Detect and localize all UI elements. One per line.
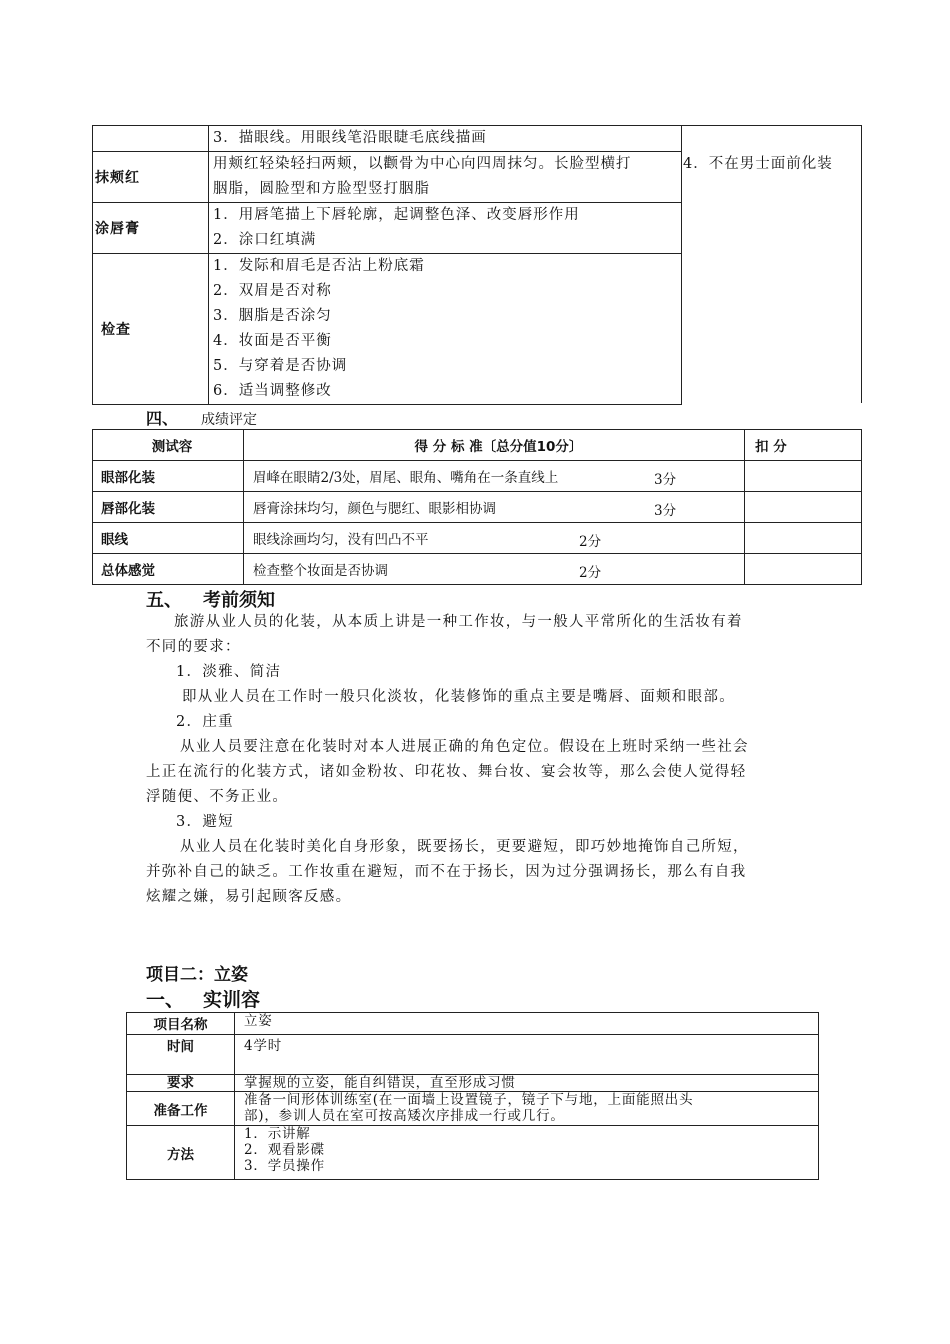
paragraph-line: 并弥补自己的缺乏。工作妆重在避短，而不在于扬长，因为过分强调扬长，那么有自我 <box>146 864 747 880</box>
score-criteria: 检查整个妆面是否协调 <box>253 563 388 579</box>
score-criteria-cell <box>244 461 745 492</box>
step-label: 涂唇膏 <box>93 203 209 254</box>
value-line: 3．学员操作 <box>244 1158 325 1174</box>
step-label: 抹颊红 <box>93 152 209 203</box>
section4-number: 四、 <box>146 409 179 428</box>
value-line: 准备一间形体训练室(在一面墙上设置镜子，镜子下与地，上面能照出头 <box>244 1092 694 1108</box>
paragraph-line: 从业人员在化装时美化自身形象，既要扬长，更要避短，即巧妙地掩饰自己所短， <box>180 839 749 855</box>
step-line: 6．适当调整修改 <box>213 383 332 399</box>
row-label: 项目名称 <box>127 1013 235 1035</box>
score-criteria-cell <box>244 492 745 523</box>
table-row <box>93 554 862 585</box>
step-line: 3．描眼线。用眼线笔沿眼睫毛底线描画 <box>213 130 487 146</box>
value-line: 立姿 <box>244 1013 273 1029</box>
deduction-cell[interactable] <box>745 554 862 585</box>
paragraph-line: 即从业人员在工作时一般只化淡妆，化装修饰的重点主要是嘴唇、面颊和眼部。 <box>182 689 735 705</box>
score-item: 唇部化装 <box>93 492 244 523</box>
side-note-cell <box>681 125 862 403</box>
row-value <box>235 1013 819 1035</box>
step-line: 2．双眉是否对称 <box>213 283 332 299</box>
paragraph-line: 浮随便、不务正业。 <box>146 789 289 805</box>
value-line: 1．示讲解 <box>244 1126 311 1142</box>
table-row <box>93 461 862 492</box>
column-header: 测试容 <box>93 430 244 461</box>
step-content <box>209 126 682 152</box>
row-value <box>235 1035 819 1075</box>
table-header-row <box>93 430 862 461</box>
row-label: 准备工作 <box>127 1092 235 1126</box>
step-line: 2．涂口红填满 <box>213 232 317 248</box>
deduction-cell[interactable] <box>745 461 862 492</box>
section1-number: 一、 <box>146 989 185 1011</box>
paragraph-line: 上正在流行的化装方式，诸如金粉妆、印花妆、舞台妆、宴会妆等，那么会使人觉得轻 <box>146 764 747 780</box>
paragraph-line: 从业人员要注意在化装时对本人进展正确的角色定位。假设在上班时采纳一些社会 <box>180 739 749 755</box>
step-line: 4．妆面是否平衡 <box>213 333 332 349</box>
step-line: 1．发际和眉毛是否沾上粉底霜 <box>213 258 425 274</box>
score-criteria: 眼线涂画均匀，没有凹凸不平 <box>253 532 429 548</box>
item-title: 1．淡雅、简洁 <box>176 664 282 680</box>
table-row <box>93 254 682 405</box>
score-criteria-cell <box>244 554 745 585</box>
step-line: 1．用唇笔描上下唇轮廓，起调整色泽、改变唇形作用 <box>213 207 580 223</box>
item-title: 2．庄重 <box>176 714 234 730</box>
row-label: 时间 <box>127 1035 235 1075</box>
value-line: 4学时 <box>244 1038 282 1054</box>
column-header: 扣 分 <box>745 430 862 461</box>
paragraph-line: 旅游从业人员的化装，从本质上讲是一种工作妆，与一般人平常所化的生活妆有着 <box>174 614 743 630</box>
step-line: 5．与穿着是否协调 <box>213 358 348 374</box>
table-row <box>93 523 862 554</box>
row-value <box>235 1075 819 1092</box>
makeup-steps-table <box>92 125 682 405</box>
paragraph-line: 不同的要求： <box>146 639 241 655</box>
table-row <box>127 1126 819 1180</box>
score-points: 2分 <box>579 534 602 550</box>
score-item: 眼线 <box>93 523 244 554</box>
step-label <box>93 126 209 152</box>
table-row <box>93 126 682 152</box>
score-table <box>92 429 862 585</box>
step-content <box>209 152 682 203</box>
score-criteria: 唇膏涂抹均匀，颜色与腮红、眼影相协调 <box>253 501 496 517</box>
score-criteria-cell <box>244 523 745 554</box>
side-note: 4．不在男士面前化装 <box>683 156 833 172</box>
step-line: 胭脂，圆脸型和方脸型竖打胭脂 <box>213 181 430 197</box>
item-paragraph <box>146 835 749 910</box>
step-label: 检查 <box>93 254 209 405</box>
section5-number: 五、 <box>146 590 182 611</box>
project-title: 项目二：立姿 <box>146 965 248 985</box>
step-line: 用颊红轻染轻扫两颊，以颧骨为中心向四周抹匀。长脸型横打 <box>213 156 632 172</box>
value-line: 部)，参训人员在室可按高矮次序排成一行或几行。 <box>244 1108 565 1124</box>
table-row <box>127 1013 819 1035</box>
step-line: 3．胭脂是否涂匀 <box>213 308 332 324</box>
row-value <box>235 1092 819 1126</box>
project-info-table <box>126 1012 819 1180</box>
table-row <box>127 1092 819 1126</box>
section4-title: 成绩评定 <box>201 412 257 428</box>
step-content <box>209 254 682 405</box>
paragraph-line: 炫耀之嫌，易引起顾客反感。 <box>146 889 352 905</box>
table-row <box>93 152 682 203</box>
row-label: 要求 <box>127 1075 235 1092</box>
score-points: 3分 <box>654 472 677 488</box>
table-row <box>93 203 682 254</box>
value-line: 2．观看影碟 <box>244 1142 325 1158</box>
section5-intro <box>146 610 743 660</box>
deduction-cell[interactable] <box>745 492 862 523</box>
step-content <box>209 203 682 254</box>
score-item: 眼部化装 <box>93 461 244 492</box>
item-paragraph <box>146 735 749 810</box>
table-row <box>127 1035 819 1075</box>
score-criteria: 眉峰在眼睛2/3处，眉尾、眼角、嘴角在一条直线上 <box>253 470 559 486</box>
table-row <box>93 492 862 523</box>
section1-title: 实训容 <box>203 989 261 1011</box>
item-title: 3．避短 <box>176 814 234 830</box>
row-label: 方法 <box>127 1126 235 1180</box>
deduction-cell[interactable] <box>745 523 862 554</box>
value-line: 掌握规的立姿，能自纠错误，直至形成习惯 <box>244 1075 516 1091</box>
column-header: 得 分 标 准〔总分值10分〕 <box>244 430 745 461</box>
score-points: 3分 <box>654 503 677 519</box>
row-value <box>235 1126 819 1180</box>
section5-title: 考前须知 <box>203 590 275 611</box>
table-row <box>127 1075 819 1092</box>
score-item: 总体感觉 <box>93 554 244 585</box>
score-points: 2分 <box>579 565 602 581</box>
